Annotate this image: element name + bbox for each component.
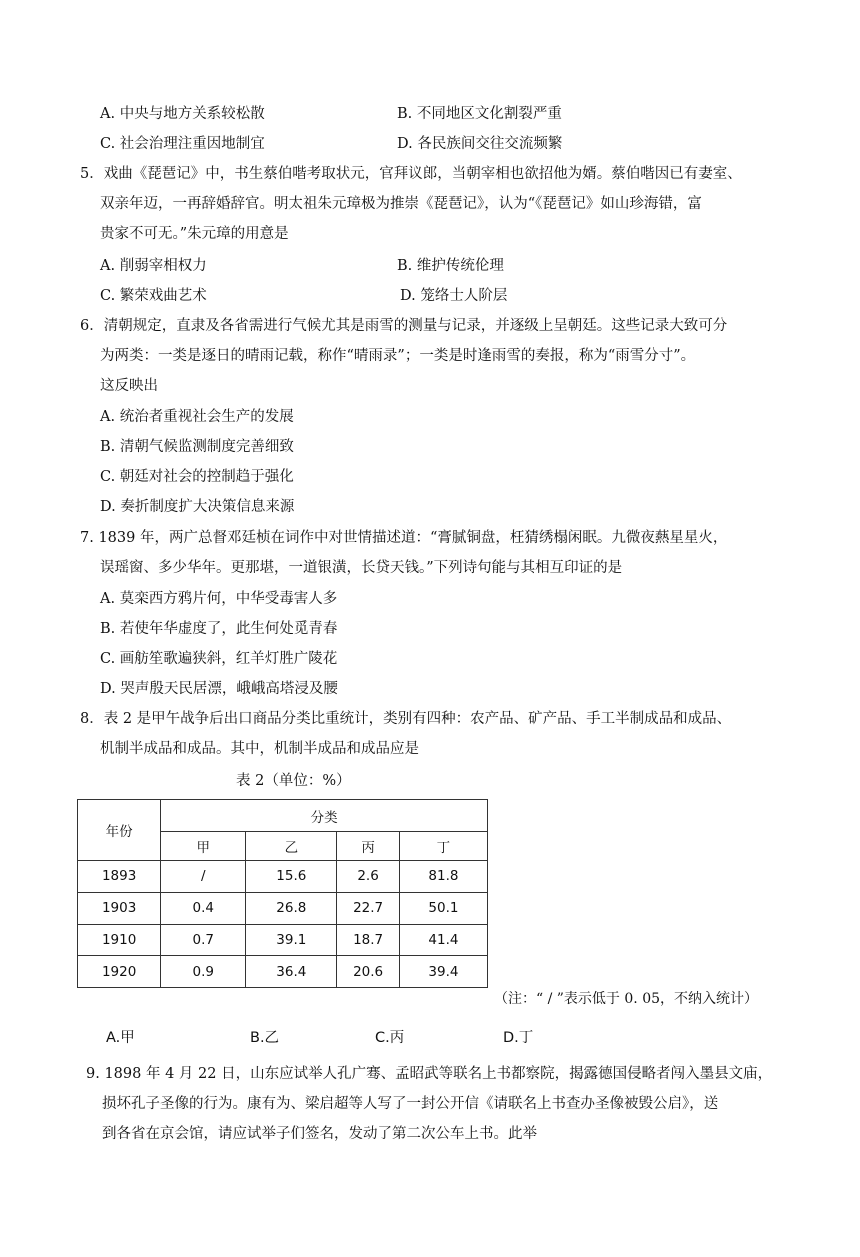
q5-option-b[interactable]: B. 维护传统伦理 — [397, 258, 504, 274]
cell-ding: 41.4 — [399, 924, 487, 956]
q9-stem-line-3: 到各省在京会馆，请应试举子们签名，发动了第二次公车上书。此举 — [102, 1126, 537, 1142]
q6-stem-line-3: 这反映出 — [100, 378, 158, 394]
row-year: 1893 — [78, 861, 161, 893]
year-header: 年份 — [78, 800, 161, 861]
q8-option-c[interactable]: C.丙 — [375, 1030, 405, 1046]
table-row — [78, 956, 488, 988]
cell-ding: 81.8 — [399, 861, 487, 893]
cell-jia: / — [161, 861, 246, 893]
cell-bing: 22.7 — [337, 892, 400, 924]
cell-ding: 50.1 — [399, 892, 487, 924]
q4-option-b[interactable]: B. 不同地区文化割裂严重 — [397, 106, 562, 122]
table-caption: 表 2（单位：%） — [236, 773, 351, 789]
q5-stem-line-1: 5．戏曲《琵琶记》中，书生蔡伯喈考取状元，官拜议郎，当朝宰相也欲招他为婿。蔡伯喈因已有妻室、 — [80, 166, 742, 182]
q6-option-c[interactable]: C. 朝廷对社会的控制趋于强化 — [100, 469, 294, 485]
q7-stem-line-2: 误瑶窗、多少华年。更那堪，一道银潢，长贷天钱。”下列诗句能与其相互印证的是 — [100, 560, 623, 576]
q4-option-d[interactable]: D. 各民族间交往交流频繁 — [397, 136, 563, 152]
cell-yi: 15.6 — [246, 861, 337, 893]
q5-stem-line-3: 贵家不可无。”朱元璋的用意是 — [100, 226, 289, 242]
q8-option-d[interactable]: D.丁 — [503, 1030, 534, 1046]
q8-option-a[interactable]: A.甲 — [106, 1030, 135, 1046]
cell-bing: 18.7 — [337, 924, 400, 956]
column-header-ding: 丁 — [399, 832, 487, 861]
q5-option-c[interactable]: C. 繁荣戏曲艺术 — [100, 288, 207, 304]
cell-ding: 39.4 — [399, 956, 487, 988]
q7-option-a[interactable]: A. 莫栾西方鸦片何，中华受毒害人多 — [100, 591, 338, 607]
q9-stem-line-2: 损坏孔子圣像的行为。康有为、梁启超等人写了一封公开信《请联名上书查办圣像被毁公启》，送 — [102, 1096, 719, 1112]
export-share-table — [77, 799, 488, 988]
row-year: 1910 — [78, 924, 161, 956]
q5-option-d[interactable]: D. 笼络士人阶层 — [400, 288, 508, 304]
q7-option-c[interactable]: C. 画舫笙歌遍狭斜，红羊灯胜广陵花 — [100, 651, 338, 667]
column-header-yi: 乙 — [246, 832, 337, 861]
cell-jia: 0.7 — [161, 924, 246, 956]
q7-stem-line-1: 7. 1839 年，两广总督邓廷桢在词作中对世情描述道：“膏腻铜盘，枉猜绣榻闲眠。九微夜爇星星火， — [80, 530, 728, 546]
table-row — [78, 861, 488, 893]
table-row — [78, 892, 488, 924]
q7-option-d[interactable]: D. 哭声殷天民居漂，峨峨高塔浸及腰 — [100, 681, 338, 697]
cell-bing: 20.6 — [337, 956, 400, 988]
category-group-header: 分类 — [161, 800, 488, 832]
q6-option-a[interactable]: A. 统治者重视社会生产的发展 — [100, 409, 294, 425]
q5-stem-line-2: 双亲年迈，一再辞婚辞官。明太祖朱元璋极为推崇《琵琶记》，认为“《琵琶记》如山珍海错，富 — [100, 196, 702, 212]
row-year: 1920 — [78, 956, 161, 988]
q4-option-a[interactable]: A. 中央与地方关系较松散 — [100, 106, 265, 122]
table-note: （注：“ / ”表示低于 0. 05，不纳入统计） — [494, 991, 759, 1007]
q8-stem-line-1: 8．表 2 是甲午战争后出口商品分类比重统计，类别有四种：农产品、矿产品、手工半制成品和成品、 — [80, 711, 732, 727]
q9-stem-line-1: 9. 1898 年 4 月 22 日，山东应试举人孔广骞、孟昭武等联名上书都察院，揭露德国侵略者闯入墨县文庙， — [86, 1066, 773, 1082]
cell-yi: 36.4 — [246, 956, 337, 988]
table-row — [78, 924, 488, 956]
q7-option-b[interactable]: B. 若使年华虚度了，此生何处觅青春 — [100, 621, 338, 637]
cell-jia: 0.9 — [161, 956, 246, 988]
q5-option-a[interactable]: A. 削弱宰相权力 — [100, 258, 207, 274]
column-header-jia: 甲 — [161, 832, 246, 861]
cell-jia: 0.4 — [161, 892, 246, 924]
q6-stem-line-1: 6．清朝规定，直隶及各省需进行气候尤其是雨雪的测量与记录，并逐级上呈朝廷。这些记录大致可分 — [80, 318, 728, 334]
q8-option-b[interactable]: B.乙 — [250, 1030, 280, 1046]
q8-stem-line-2: 机制半成品和成品。其中，机制半成品和成品应是 — [100, 741, 419, 757]
row-year: 1903 — [78, 892, 161, 924]
q6-option-b[interactable]: B. 清朝气候监测制度完善细致 — [100, 439, 294, 455]
q6-option-d[interactable]: D. 奏折制度扩大决策信息来源 — [100, 499, 295, 515]
q6-stem-line-2: 为两类：一类是逐日的晴雨记载，称作“晴雨录”；一类是时逢雨雪的奏报，称为“雨雪分寸”。 — [100, 348, 696, 364]
cell-yi: 39.1 — [246, 924, 337, 956]
cell-yi: 26.8 — [246, 892, 337, 924]
column-header-bing: 丙 — [337, 832, 400, 861]
cell-bing: 2.6 — [337, 861, 400, 893]
q4-option-c[interactable]: C. 社会治理注重因地制宜 — [100, 136, 265, 152]
